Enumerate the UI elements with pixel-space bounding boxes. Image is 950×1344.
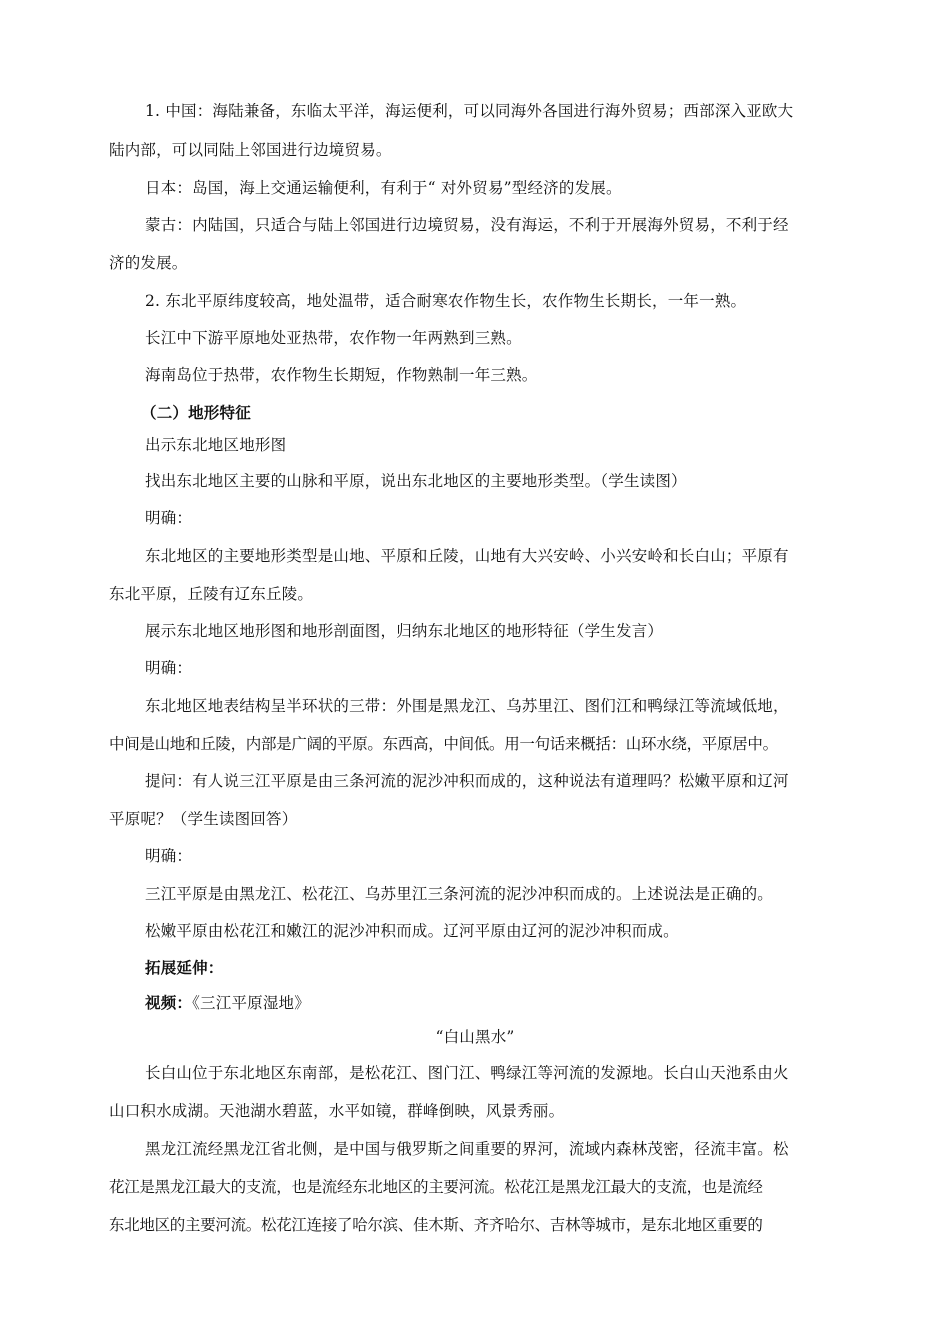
subsection-title: “白山黑水” — [435, 1028, 515, 1046]
paragraph-line: 东北地区的主要河流。松花江连接了哈尔滨、佳木斯、齐齐哈尔、吉林等城市，是东北地区重要的 — [109, 1216, 763, 1234]
video-title: 《三江平原湿地》 — [192, 994, 310, 1012]
paragraph-line: 展示东北地区地形图和地形剖面图，归纳东北地区的地形特征（学生发言） — [145, 622, 664, 640]
paragraph-line: 花江是黑龙江最大的支流，也是流经东北地区的主要河流。松花江是黑龙江最大的支流，也是流经 — [109, 1178, 763, 1196]
paragraph-line: 2. 东北平原纬度较高，地处温带，适合耐寒农作物生长，农作物生长期长，一年一熟。 — [145, 292, 747, 310]
label-line: 明确： — [145, 847, 193, 865]
label-line: 明确： — [145, 509, 193, 527]
paragraph-line: 黑龙江流经黑龙江省北侧，是中国与俄罗斯之间重要的界河，流域内森林茂密，径流丰富。松 — [145, 1140, 789, 1158]
paragraph-line: 找出东北地区主要的山脉和平原，说出东北地区的主要地形类型。（学生读图） — [145, 472, 687, 490]
paragraph-line: 长白山位于东北地区东南部，是松花江、图门江、鸭绿江等河流的发源地。长白山天池系由火 — [145, 1064, 789, 1082]
paragraph-line: 济的发展。 — [109, 254, 188, 272]
paragraph-line: 日本：岛国，海上交通运输便利，有利于“ 对外贸易”型经济的发展。 — [145, 179, 622, 197]
paragraph-line: 蒙古：内陆国，只适合与陆上邻国进行边境贸易，没有海运，不利于开展海外贸易，不利于经 — [145, 216, 789, 234]
paragraph-line: 中间是山地和丘陵，内部是广阔的平原。东西高，中间低。用一句话来概括：山环水绕，平原居中。 — [109, 735, 778, 753]
paragraph-line: 山口积水成湖。天池湖水碧蓝，水平如镜，群峰倒映，风景秀丽。 — [109, 1102, 565, 1120]
paragraph-line: 平原呢？（学生读图回答） — [109, 810, 298, 828]
paragraph-line: 东北地区的主要地形类型是山地、平原和丘陵，山地有大兴安岭、小兴安岭和长白山；平原有 — [145, 547, 789, 565]
section-heading: （二）地形特征 — [141, 403, 251, 422]
video-label: 视频： — [145, 993, 193, 1012]
paragraph-line: 松嫩平原由松花江和嫩江的泥沙冲积而成。辽河平原由辽河的泥沙冲积而成。 — [145, 922, 679, 940]
paragraph-line: 三江平原是由黑龙江、松花江、乌苏里江三条河流的泥沙冲积而成的。上述说法是正确的。 — [145, 885, 774, 903]
extension-heading: 拓展延伸： — [145, 958, 224, 977]
paragraph-line: 长江中下游平原地处亚热带，农作物一年两熟到三熟。 — [145, 329, 522, 347]
video-line — [145, 993, 310, 1013]
paragraph-line: 陆内部，可以同陆上邻国进行边境贸易。 — [109, 141, 392, 159]
paragraph-line: 提问：有人说三江平原是由三条河流的泥沙冲积而成的，这种说法有道理吗？松嫩平原和辽河 — [145, 772, 789, 790]
paragraph-line: 东北平原，丘陵有辽东丘陵。 — [109, 585, 314, 603]
paragraph-line: 出示东北地区地形图 — [145, 436, 287, 454]
label-line: 明确： — [145, 659, 193, 677]
paragraph-line: 东北地区地表结构呈半环状的三带：外围是黑龙江、乌苏里江、图们江和鸭绿江等流域低地， — [145, 697, 789, 715]
paragraph-line: 1. 中国：海陆兼备，东临太平洋，海运便利，可以同海外各国进行海外贸易；西部深入亚欧大 — [145, 102, 794, 120]
paragraph-line: 海南岛位于热带，农作物生长期短，作物熟制一年三熟。 — [145, 366, 538, 384]
